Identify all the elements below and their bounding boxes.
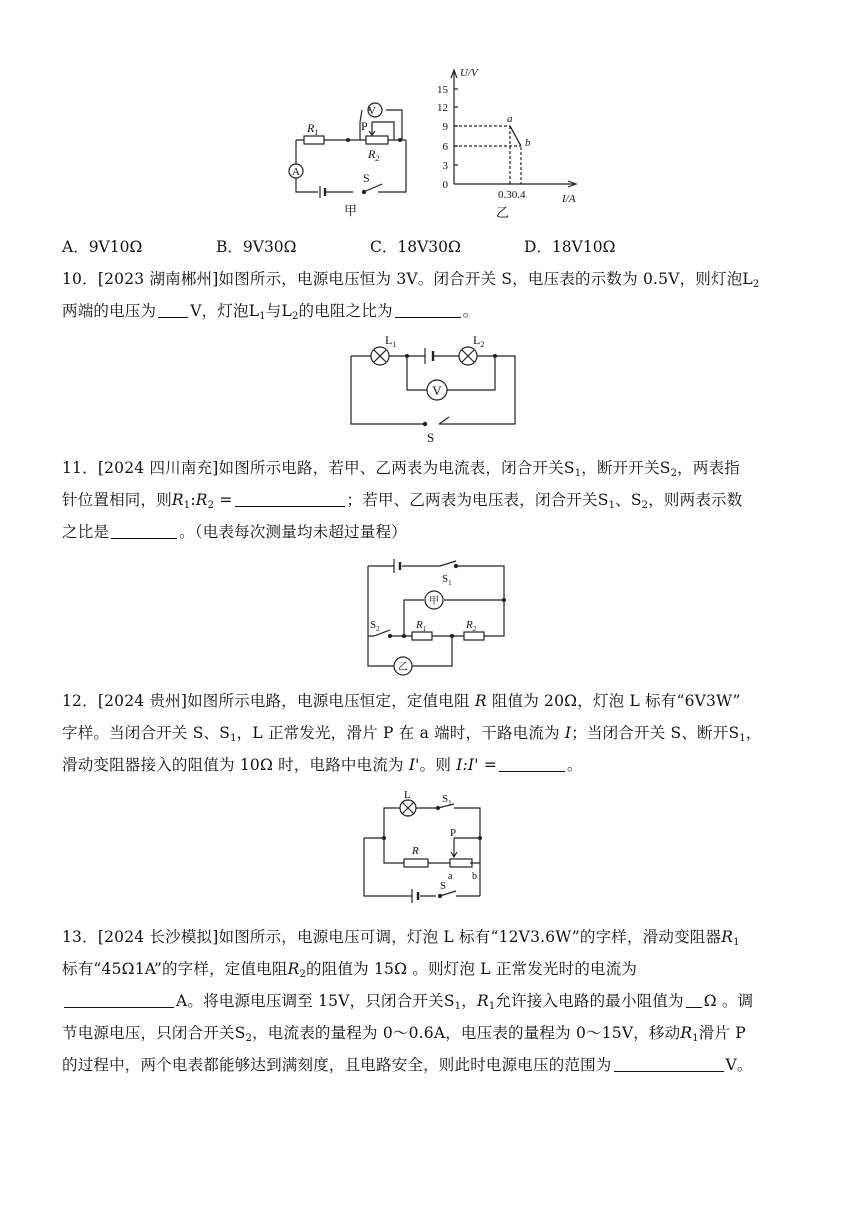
svg-text:R1 — [415, 619, 426, 633]
fig9-y-axis-label: U/V — [460, 67, 478, 79]
q12-p: P — [450, 827, 457, 839]
q11-blank-ratio[interactable] — [235, 491, 345, 507]
svg-text:L2 — [473, 334, 484, 349]
q12-lamp-l: L — [404, 789, 411, 801]
q11-s2: S — [370, 619, 377, 631]
svg-text:R1 — [306, 121, 318, 137]
q12-line-1: 12．[2024 贵州]如图所示电路，电源电压恒定，定值电阻 R 阻值为 20Ω，灯泡 L 标有“6V3W” — [62, 692, 741, 710]
fig9-label-right: 乙 — [496, 205, 510, 220]
q13-line-1: 13．[2024 长沙模拟]如图所示，电源电压可调，灯泡 L 标有“12V3.6W”的字样，滑动变阻器$R_1$ — [62, 928, 740, 948]
fig9-ytick-0: 0 — [442, 179, 448, 191]
q10-switch-s: S — [427, 430, 435, 445]
q13-line-4: 节电源电压，只闭合开关$S_2$，电流表的量程为 0～0.6A，电压表的量程为 0～15V，移动$R_1$滑片 P — [62, 1024, 746, 1044]
fig9-x-axis-label: I/A — [562, 193, 576, 205]
q13-blank-current[interactable] — [64, 992, 174, 1008]
q11-r2-sub: 2 — [472, 625, 477, 633]
fig9-ytick-9: 9 — [442, 121, 448, 133]
q11-r1: R — [416, 619, 423, 631]
q10-blank-voltage[interactable] — [158, 302, 188, 318]
q10-l1: L — [385, 334, 393, 347]
svg-text:S1 — [442, 793, 452, 807]
svg-text:S1 — [442, 573, 452, 587]
q11-line-2: 针位置相同，则$R_1:R_2$ = ；若甲、乙两表为电压表，闭合开关$S_1$、$S_2$，则两表示数 — [62, 491, 743, 511]
q10-l2-sub: 2 — [480, 340, 485, 349]
q10-l1-sub: 1 — [392, 340, 397, 349]
q10-l2: L — [473, 334, 481, 347]
q11-meter-jia: 甲 — [429, 596, 439, 607]
fig9-graph — [428, 64, 598, 222]
q10-blank-ratio[interactable] — [395, 302, 461, 318]
fig9-point-a: a — [507, 113, 513, 125]
fig9-ytick-3: 3 — [442, 160, 448, 172]
q13-blank-voltage-range[interactable] — [614, 1056, 724, 1072]
q13-line-2: 标有“45Ω1A”的字样，定值电阻$R_2$的阻值为 15Ω 。则灯泡 L 正常发光时的电流为 — [62, 960, 638, 980]
fig9-ammeter: A — [292, 166, 300, 178]
q12-blank-ratio[interactable] — [499, 756, 565, 772]
q11-blank-meter-ratio[interactable] — [111, 523, 177, 539]
fig9-point-b: b — [525, 137, 531, 149]
svg-text:R2 — [465, 619, 477, 633]
svg-text:R2 — [367, 147, 379, 163]
q12-s: S — [440, 880, 447, 892]
fig9-s: S — [363, 171, 370, 185]
q11-meter-yi: 乙 — [398, 662, 408, 673]
q12-line-2: 字样。当闭合开关 S、$S_1$，L 正常发光，滑片 P 在 a 端时，干路电流为 I；当闭合开关 S、断开$S_1$， — [62, 724, 762, 744]
fig9-r2-sub: 2 — [375, 154, 380, 163]
q11-line-1: 11．[2024 四川南充]如图所示电路，若甲、乙两表为电流表，闭合开关$S_1$，断开开关$S_2$，两表指 — [62, 459, 740, 479]
q10-circuit — [343, 334, 523, 446]
fig9-label-left: 甲 — [344, 203, 358, 218]
q11-r1-sub: 1 — [422, 625, 427, 633]
q12-a: a — [448, 871, 453, 882]
q10-voltmeter: V — [432, 383, 442, 398]
q13-blank-min-resistance[interactable] — [686, 992, 702, 1008]
fig9-ytick-12: 12 — [437, 102, 448, 114]
fig9-ytick-15: 15 — [437, 84, 448, 96]
q12-r: R — [412, 845, 419, 857]
fig9-voltmeter: V — [368, 105, 376, 117]
fig9-r1-sub: 1 — [314, 128, 319, 137]
fig9-r1: R — [307, 121, 315, 135]
fig9-p: P — [361, 119, 368, 133]
q9-option-a[interactable]: A．9V10Ω — [62, 238, 143, 256]
q12-circuit — [356, 788, 506, 912]
q12-s1-sub: 1 — [448, 799, 452, 807]
fig9-xtick: 0.30.4 — [498, 189, 526, 201]
q11-circuit — [356, 556, 516, 676]
q9-option-b[interactable]: B．9V30Ω — [216, 238, 297, 256]
q13-line-3: A。将电源电压调至 15V，只闭合开关$S_1$，$R_1$允许接入电路的最小阻值为 Ω 。调 — [62, 991, 753, 1011]
q12-line-3: 滑动变阻器接入的阻值为 10Ω 时，电路中电流为 I'。则 I:I' = 。 — [62, 756, 583, 774]
q11-s1: S — [442, 573, 449, 585]
svg-text:S2 — [370, 619, 380, 633]
fig9-r2: R — [368, 147, 376, 161]
q11-s1-sub: 1 — [448, 579, 452, 587]
q11-r2: R — [466, 619, 473, 631]
q10-line-1: 10．[2023 湖南郴州]如图所示，电源电压恒为 3V。闭合开关 S，电压表的示数为 0.5V，则灯泡$L_2$ — [62, 270, 760, 290]
q11-s2-sub: 2 — [376, 625, 380, 633]
q9-option-d[interactable]: D．18V10Ω — [524, 238, 616, 256]
fig9-circuit — [278, 92, 418, 222]
q12-b: b — [472, 871, 477, 882]
q11-line-3: 之比是 。（电表每次测量均未超过量程） — [62, 523, 407, 541]
svg-text:L1 — [385, 334, 396, 349]
q12-s1: S — [442, 793, 449, 805]
q13-line-5: 的过程中，两个电表都能够达到满刻度，且电路安全，则此时电源电压的范围为 V。 — [62, 1056, 753, 1074]
fig9-ytick-6: 6 — [442, 141, 448, 153]
q9-option-c[interactable]: C．18V30Ω — [370, 238, 461, 256]
q10-line-2: 两端的电压为 V，灯泡$L_1$与$L_2$的电阻之比为 。 — [62, 302, 479, 322]
